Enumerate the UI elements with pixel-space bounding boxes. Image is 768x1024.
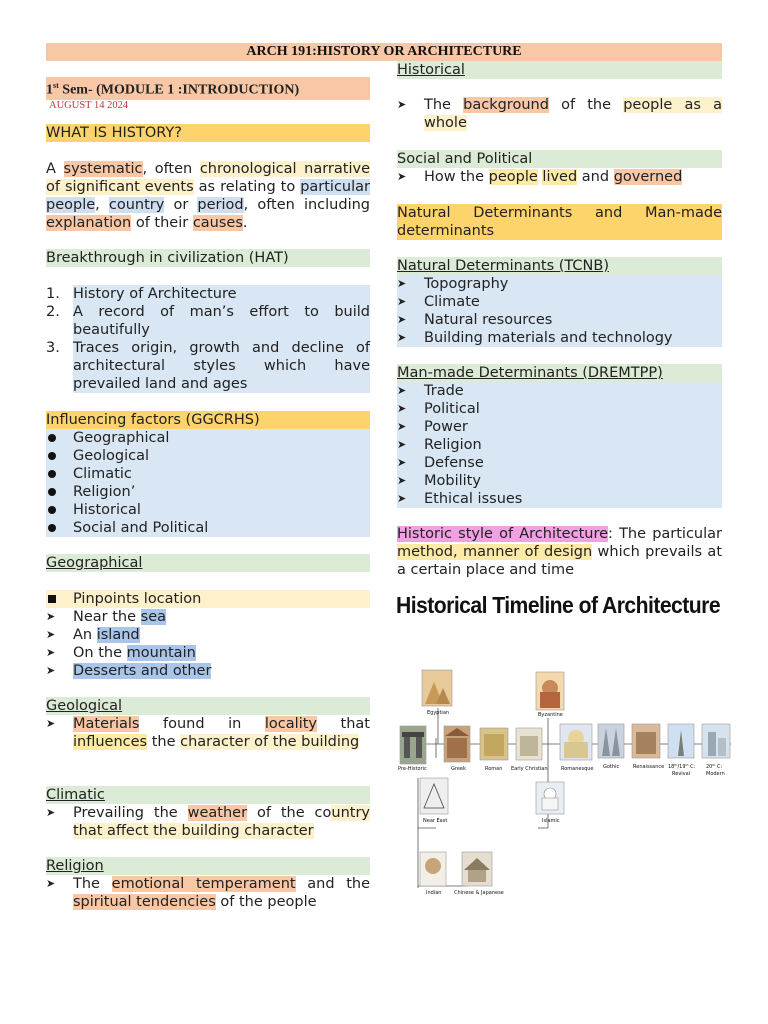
renaissance-thumbnail — [632, 724, 660, 758]
list-item: 2. A record of man’s effort to build beautifully — [46, 304, 370, 338]
label-revival-line2: Revival — [672, 771, 691, 777]
arrow-bullet-icon: ➤ — [46, 717, 56, 730]
social-text — [397, 168, 722, 186]
historical-text — [397, 96, 722, 132]
label-islamic: Islamic — [542, 818, 560, 824]
list-item: ➤ Power — [397, 419, 468, 435]
list-item: ➤ Topography — [397, 276, 509, 292]
arrow-bullet-icon: ➤ — [397, 474, 407, 487]
religion-heading: Religion — [46, 857, 370, 875]
arrow-bullet-icon: ➤ — [397, 277, 407, 290]
geographical-heading: Geographical — [46, 554, 370, 572]
bullet-icon — [48, 524, 56, 532]
list-item: Religion’ — [46, 483, 370, 501]
breakthrough-heading: Breakthrough in civilization (HAT) — [46, 249, 370, 267]
arrow-bullet-icon: ➤ — [397, 331, 407, 344]
historical-heading: Historical — [397, 61, 722, 79]
geological-text — [46, 715, 370, 751]
natural-determinants-list — [397, 275, 722, 347]
list-item: ➤ Ethical issues — [397, 491, 523, 507]
bullet-icon — [48, 470, 56, 478]
history-definition: A systematic, often chronological narrative of significant events as relating to particular people, country or period, often including explanation of their causes. — [46, 161, 370, 231]
near-east-thumbnail — [420, 778, 448, 814]
list-item: ➤ How the people lived and governed — [397, 169, 683, 185]
label-egyptian: Egyptian — [427, 710, 450, 716]
label-renaissance: Renaissance — [633, 764, 665, 770]
list-item: ➤ On the mountain — [46, 645, 196, 661]
list-item: ➤ Mobility — [397, 473, 481, 489]
bullet-icon — [48, 434, 56, 442]
label-near-east: Near East — [423, 818, 448, 824]
timeline-diagram — [396, 628, 736, 918]
romanesque-thumbnail — [560, 724, 592, 760]
list-item: ➤ An island — [46, 627, 140, 643]
label-chinese-japanese: Chinese & Japanese — [454, 890, 504, 896]
manmade-determinants-list — [397, 382, 722, 508]
square-bullet-icon — [48, 595, 56, 603]
label-modern-line2: Modern — [706, 771, 725, 777]
list-item: ➤ Political — [397, 401, 480, 417]
factors-list — [46, 429, 370, 537]
list-item: ➤ Desserts and other — [46, 663, 212, 679]
timeline-title: Historical Timeline of Architecture — [396, 592, 721, 618]
list-item: Geological — [46, 447, 370, 465]
historic-style-definition: Historic style of Architecture: The particular method, manner of design which prevails at a certain place and time — [397, 526, 722, 578]
list-item: ➤ Near the sea — [46, 609, 167, 625]
arrow-bullet-icon: ➤ — [46, 664, 56, 677]
label-roman: Roman — [485, 766, 503, 772]
list-item: ➤ Trade — [397, 383, 464, 399]
roman-thumbnail — [480, 728, 508, 760]
list-item: ➤ Defense — [397, 455, 484, 471]
module-heading: 1st Sem- (MODULE 1 :INTRODUCTION) — [46, 77, 370, 100]
list-item: Historical — [46, 501, 370, 519]
label-prehistoric: Pre-Historic — [398, 766, 427, 772]
bullet-icon — [48, 506, 56, 514]
bullet-icon — [48, 488, 56, 496]
arrow-bullet-icon: ➤ — [397, 492, 407, 505]
greek-thumbnail — [444, 726, 470, 762]
social-heading: Social and Political — [397, 150, 722, 168]
module-heading-block — [46, 77, 370, 112]
hat-list — [46, 285, 370, 393]
revival-thumbnail — [668, 724, 694, 758]
influencing-heading: Influencing factors (GGCRHS) — [46, 411, 370, 429]
list-item: Social and Political — [46, 519, 370, 537]
early-christian-thumbnail — [516, 728, 542, 760]
list-item: ➤ Climate — [397, 294, 480, 310]
egyptian-thumbnail — [422, 670, 452, 706]
chinese-japanese-thumbnail — [462, 852, 492, 886]
prehistoric-thumbnail — [400, 726, 426, 764]
modern-thumbnail — [702, 724, 730, 758]
indian-thumbnail — [420, 852, 446, 886]
arrow-bullet-icon: ➤ — [397, 384, 407, 397]
list-item: Climatic — [46, 465, 370, 483]
geological-heading: Geological — [46, 697, 370, 715]
determinants-heading: Natural Determinants and Man-made determinants — [397, 205, 722, 239]
label-byzantine: Byzantine — [538, 712, 563, 718]
arrow-bullet-icon: ➤ — [46, 628, 56, 641]
climatic-text — [46, 804, 370, 840]
bullet-icon — [48, 452, 56, 460]
list-item: ➤ Prevailing the weather of the country that affect the building character — [46, 805, 370, 839]
arrow-bullet-icon: ➤ — [46, 806, 56, 819]
list-item: ➤ Materials found in locality that influences the character of the building — [46, 716, 370, 750]
arrow-bullet-icon: ➤ — [397, 456, 407, 469]
arrow-bullet-icon: ➤ — [397, 402, 407, 415]
label-indian: Indian — [426, 890, 442, 896]
arrow-bullet-icon: ➤ — [46, 877, 56, 890]
arrow-bullet-icon: ➤ — [46, 646, 56, 659]
date: AUGUST 14 2024 — [49, 99, 129, 111]
religion-text — [46, 875, 370, 911]
arrow-bullet-icon: ➤ — [397, 438, 407, 451]
list-item: ➤ The emotional temperament and the spiritual tendencies of the people — [46, 876, 371, 910]
label-romanesque: Romanesque — [561, 766, 594, 772]
arrow-bullet-icon: ➤ — [397, 295, 407, 308]
list-item: 1. History of Architecture — [46, 285, 370, 303]
label-modern-line1: 20th C: — [706, 763, 723, 770]
label-gothic: Gothic — [603, 764, 620, 770]
natural-determinants-heading: Natural Determinants (TCNB) — [397, 257, 722, 275]
label-greek: Greek — [451, 766, 466, 772]
manmade-determinants-heading: Man-made Determinants (DREMTPP) — [397, 364, 722, 382]
list-item: Geographical — [46, 429, 370, 447]
arrow-bullet-icon: ➤ — [397, 98, 407, 111]
list-item: ➤ Building materials and technology — [397, 330, 673, 346]
what-is-history-heading: WHAT IS HISTORY? — [46, 124, 370, 142]
label-early-christian: Early Christian — [511, 766, 548, 772]
list-item: ➤ Religion — [397, 437, 482, 453]
list-item: ➤ Natural resources — [397, 312, 553, 328]
geographical-list — [46, 590, 370, 680]
list-item: 3. Traces origin, growth and decline of architectural styles which have prevailed land and ages — [46, 340, 370, 392]
arrow-bullet-icon: ➤ — [397, 170, 407, 183]
gothic-thumbnail — [598, 724, 624, 758]
arrow-bullet-icon: ➤ — [397, 420, 407, 433]
islamic-thumbnail — [536, 782, 564, 814]
list-item: ➤ The background of the people as a whole — [397, 97, 722, 131]
climatic-heading: Climatic — [46, 786, 370, 804]
document-title: ARCH 191:HISTORY OR ARCHITECTURE — [46, 43, 722, 61]
list-item: Pinpoints location — [46, 590, 370, 608]
label-revival-line1: 18th/19th C: — [668, 763, 696, 770]
arrow-bullet-icon: ➤ — [397, 313, 407, 326]
byzantine-thumbnail — [536, 672, 564, 710]
timeline-figure — [396, 592, 736, 912]
arrow-bullet-icon: ➤ — [46, 610, 56, 623]
